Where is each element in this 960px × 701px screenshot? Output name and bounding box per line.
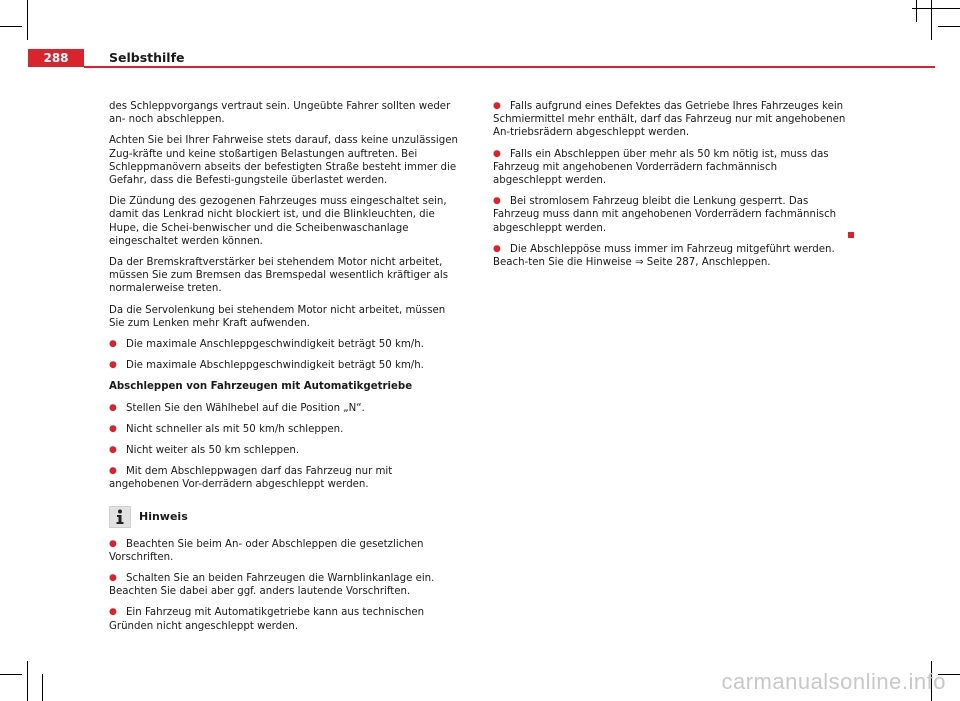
bullet-dot: ● [493,243,501,254]
left-column [109,100,464,641]
list-item: ● Nicht schneller als mit 50 km/h schleppen. [109,423,344,435]
crop-mark [912,8,960,9]
paragraph: Da der Bremskraftverstärker bei stehendem Motor nicht arbeitet, müssen Sie zum Bremsen das Bremspedal wesentlich kräftiger als normalerweise treten. [109,257,449,295]
paragraph: Da die Servolenkung bei stehendem Motor nicht arbeitet, müssen Sie zum Lenken mehr Kraft aufwenden. [109,304,446,329]
crop-mark [931,0,932,40]
crop-mark [0,26,22,27]
bullet-dot: ● [493,101,501,111]
paragraph: des Schleppvorgangs vertraut sein. Ungeübte Fahrer sollten weder an- noch abschleppen. [109,101,451,126]
bullet-dot: ● [109,339,117,350]
section-title: Selbsthilfe [109,50,185,65]
right-column [493,100,848,277]
subheading: Abschleppen von Fahrzeugen mit Automatikgetriebe [109,381,413,393]
bullet-dot: ● [109,573,117,584]
list-item: ● Schalten Sie an beiden Fahrzeugen die Warnblinkanlage ein. Beachten Sie dabei aber ggf. anders lautende Vorschriften. [109,573,435,598]
info-icon [109,506,131,528]
section-end-marker [848,232,854,238]
watermark: carmanualsonline.info [721,669,946,694]
bullet-dot: ● [109,466,117,477]
crop-mark [0,674,22,675]
bullet-dot: ● [109,607,117,618]
list-item: ● Beachten Sie beim An- oder Abschleppen die gesetzlichen Vorschriften. [109,538,424,563]
note-header [109,506,464,528]
bullet-dot: ● [109,360,117,371]
crop-mark [27,0,28,40]
page-number: 288 [28,49,84,67]
list-item: ● Bei stromlosem Fahrzeug bleibt die Lenkung gesperrt. Das Fahrzeug muss dann mit angehobenen Vorderrädern fachmännisch abgeschleppt werden. [493,196,837,234]
list-item: ● Nicht weiter als 50 km schleppen. [109,445,300,457]
crop-mark [938,26,960,27]
paragraph: Die Zündung des gezogenen Fahrzeuges muss eingeschaltet sein, damit das Lenkrad nicht blockiert ist, und die Blinkleuchten, die Hupe, die Schei-benwischer und die Scheibenwaschanlage eingeschaltet werden können. [109,196,447,247]
list-item: ● Stellen Sie den Wählhebel auf die Position „N“. [109,402,365,414]
bullet-dot: ● [493,148,501,159]
list-item: ● Die Abschleppöse muss immer im Fahrzeug mitgeführt werden. Beach-ten Sie die Hinweise ⇒ Seite 287, Anschleppen. [493,243,835,269]
list-item: ● Falls aufgrund eines Defektes das Getriebe Ihres Fahrzeuges kein Schmiermittel mehr enthält, darf das Fahrzeug nur mit angehobenen An-triebsrädern abgeschleppt werden. [493,101,846,139]
list-item: ● Die maximale Abschleppgeschwindigkeit beträgt 50 km/h. [109,360,424,372]
bullet-dot: ● [109,402,117,413]
note-title: Hinweis [139,510,188,524]
list-item: ● Die maximale Anschleppgeschwindigkeit beträgt 50 km/h. [109,339,424,351]
list-item: ● Mit dem Abschleppwagen darf das Fahrzeug nur mit angehobenen Vor-derrädern abgeschleppt werden. [109,466,393,491]
bullet-dot: ● [109,445,117,456]
list-item: ● Falls ein Abschleppen über mehr als 50 km nötig ist, muss das Fahrzeug mit angehobenen Vorderrädern fachmännisch abgeschleppt werden. [493,148,829,187]
bullet-dot: ● [493,196,501,207]
crop-mark [27,661,28,701]
bullet-dot: ● [109,423,117,434]
bullet-dot: ● [109,538,117,549]
header-rule [84,66,935,68]
crop-mark [916,0,917,22]
list-item: ● Ein Fahrzeug mit Automatikgetriebe kann aus technischen Gründen nicht angeschleppt werden. [109,607,425,632]
paragraph: Achten Sie bei Ihrer Fahrweise stets darauf, dass keine unzulässigen Zug-kräfte und keine stoßartigen Belastungen auftreten. Bei Schleppmanövern abseits der befestigten Straße besteht immer die Gefahr, dass die Befesti-gungsteile überlastet werden. [109,135,458,187]
crop-mark [42,674,43,701]
